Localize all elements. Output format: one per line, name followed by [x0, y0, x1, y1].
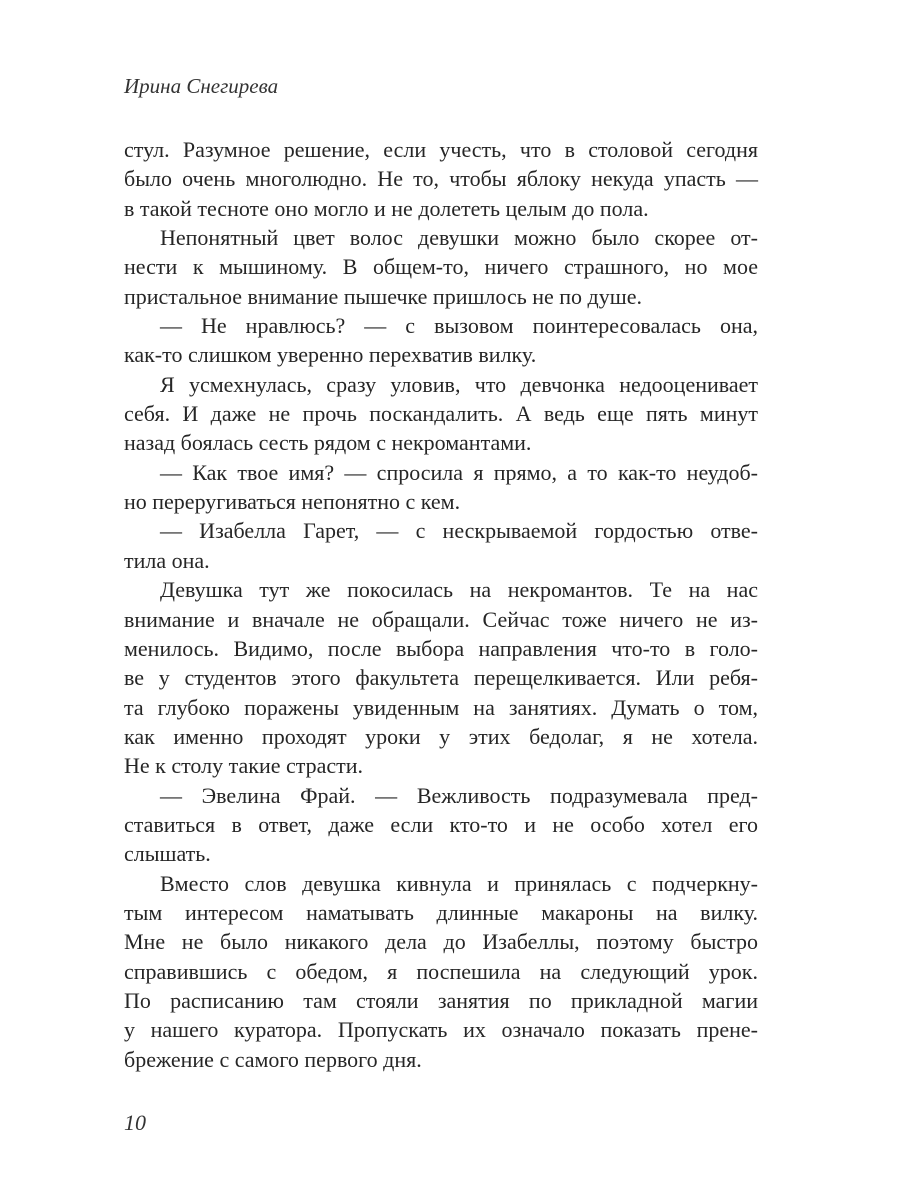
- text-line: ставиться в ответ, даже если кто-то и не особо хотел его: [124, 811, 758, 837]
- text-line: нести к мышиному. В общем-то, ничего страшного, но мое: [124, 254, 758, 280]
- text-line: тым интересом наматывать длинные макароны на вилку.: [124, 899, 758, 925]
- text-line: назад боялась сесть рядом с некромантами.: [124, 430, 532, 456]
- text-line: справившись с обедом, я поспешила на следующий урок.: [124, 958, 758, 984]
- text-line: себя. И даже не прочь поскандалить. А ведь еще пять минут: [124, 401, 758, 427]
- page-number: 10: [124, 1110, 146, 1135]
- text-line: Непонятный цвет волос девушки можно было скорее от-: [160, 225, 758, 251]
- text-line: внимание и вначале не обращали. Сейчас тоже ничего не из-: [124, 606, 758, 632]
- text-line: было очень многолюдно. Не то, чтобы яблоку некуда упасть —: [124, 166, 758, 192]
- text-line: менилось. Видимо, после выбора направления что-то в голо-: [124, 635, 758, 661]
- text-line: брежение с самого первого дня.: [124, 1046, 422, 1072]
- text-line: ве у студентов этого факультета перещелкивается. Или ребя-: [124, 665, 758, 691]
- text-line: Мне не было никакого дела до Изабеллы, поэтому быстро: [124, 929, 758, 955]
- text-line: — Эвелина Фрай. — Вежливость подразумевала пред-: [160, 782, 758, 808]
- text-line: как-то слишком уверенно перехватив вилку.: [124, 342, 537, 368]
- paragraph: [124, 575, 758, 780]
- paragraph: [124, 223, 758, 311]
- text-line: тила она.: [124, 547, 210, 573]
- text-line: пристальное внимание пышечке пришлось не по душе.: [124, 283, 642, 309]
- text-line: Я усмехнулась, сразу уловив, что девчонка недооценивает: [160, 371, 758, 397]
- text-line: Не к столу такие страсти.: [124, 753, 364, 779]
- paragraph: [124, 135, 758, 223]
- text-line: в такой тесноте оно могло и не долететь целым до пола.: [124, 195, 649, 221]
- text-line: как именно проходят уроки у этих бедолаг, я не хотела.: [124, 723, 758, 749]
- text-line: По расписанию там стояли занятия по прикладной магии: [124, 987, 758, 1013]
- text-line: та глубоко поражены увиденным на занятиях. Думать о том,: [124, 694, 758, 720]
- paragraph: [124, 458, 758, 517]
- paragraph: [124, 370, 758, 458]
- text-line: — Изабелла Гарет, — с нескрываемой гордостью отве-: [160, 518, 758, 544]
- paragraph: [124, 311, 758, 370]
- text-line: стул. Разумное решение, если учесть, что в столовой сегодня: [124, 137, 758, 162]
- text-line: — Как твое имя? — спросила я прямо, а то как-то неудоб-: [160, 459, 758, 485]
- text-line: но переругиваться непонятно с кем.: [124, 489, 461, 515]
- paragraph: [124, 869, 758, 1074]
- text-line: слышать.: [124, 841, 211, 867]
- text-line: Девушка тут же покосилась на некромантов. Те на нас: [160, 577, 758, 603]
- text-line: у нашего куратора. Пропускать их означало показать прене-: [124, 1017, 758, 1043]
- paragraph: [124, 781, 758, 869]
- text-line: — Не нравлюсь? — с вызовом поинтересовалась она,: [160, 313, 758, 339]
- text-line: Вместо слов девушка кивнула и принялась с подчеркну-: [160, 870, 758, 896]
- running-head-author: Ирина Снегирева: [124, 74, 279, 98]
- paragraph: [124, 516, 758, 575]
- body-text: [124, 135, 758, 1074]
